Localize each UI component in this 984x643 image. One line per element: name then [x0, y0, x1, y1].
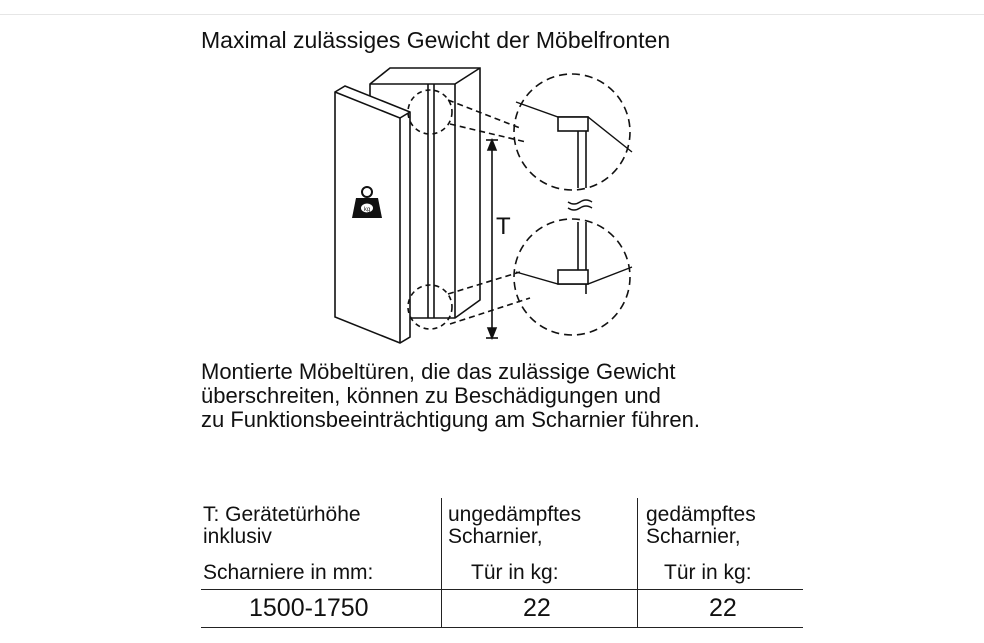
installation-figure — [320, 62, 650, 352]
header-height-line2: inklusiv — [203, 525, 272, 548]
warning-text — [201, 360, 700, 432]
weight-icon-label: kg — [363, 207, 371, 213]
table-bottom-divider — [201, 627, 803, 628]
table-cell-height: 1500-1750 — [249, 594, 369, 622]
table-column-divider — [441, 498, 442, 628]
header-undamped-line1: ungedämpftes — [448, 503, 582, 526]
header-undamped-line2: Scharnier, — [448, 525, 543, 548]
table-column-divider — [637, 498, 638, 628]
warning-line: Montierte Möbeltüren, die das zulässige Gewicht — [201, 359, 676, 384]
header-height-line1: T: Gerätetürhöhe — [203, 503, 361, 526]
dimension-label: T — [496, 213, 511, 240]
weight-table — [201, 498, 803, 628]
upper-detail-circle — [514, 74, 630, 190]
table-cell-undamped: 22 — [523, 594, 551, 622]
header-damped-line1: gedämpftes — [646, 503, 756, 526]
appliance-illustration — [320, 62, 650, 352]
header-damped-line2: Scharnier, — [646, 525, 741, 548]
warning-line: überschreiten, können zu Beschädigungen und — [201, 383, 661, 408]
header-damped-line3: Tür in kg: — [664, 561, 752, 584]
top-divider — [0, 14, 984, 15]
header-height-line3: Scharniere in mm: — [203, 561, 374, 584]
page-title: Maximal zulässiges Gewicht der Möbelfronten — [201, 27, 671, 53]
header-undamped-line3: Tür in kg: — [471, 561, 559, 584]
warning-line: zu Funktionsbeeinträchtigung am Scharnier führen. — [201, 407, 700, 432]
table-cell-damped: 22 — [709, 594, 737, 622]
table-header-divider — [201, 589, 803, 590]
